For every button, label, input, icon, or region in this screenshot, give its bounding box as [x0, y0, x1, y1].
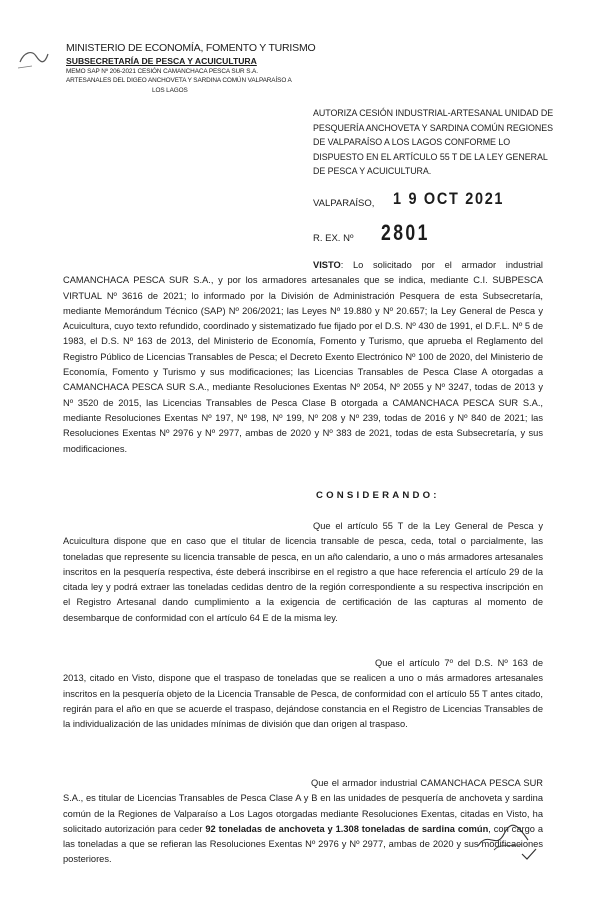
- paragraph-3-text-a: Que el armador industrial CAMANCHACA PESCA SUR S.A., es titular de Licencias Transables de Pesca Clase A y B en las unidades de pesquería de anchoveta y sardina común de la Regiones de Valparaíso a Los Lagos otorgadas mediante Resoluciones Exentas, citadas en Visto, ha solicitado autorización para ceder: [63, 778, 543, 834]
- memo-line-3: LOS LAGOS: [152, 86, 188, 94]
- visto-text: : Lo solicitado por el armador industrial CAMANCHACA PESCA SUR S.A., y por los armadores artesanales que se indica, mediante C.I. SUBPESCA VIRTUAL Nº 3616 de 2021; lo informado por la División de Administración Pesquera de esta Subsecretaría, mediante Memorándum Técnico (SAP) Nº 206/2021; las Leyes Nº 19.880 y Nº 20.657; la Ley General de Pesca y Acuicultura, cuyo texto refundido, coordinado y sistematizado fue fijado por el D.S. Nº 430 de 1991, el D.F.L. Nº 5 de 1983, el D.S. Nº 163 de 2013, del Ministerio de Economía, Fomento y Turismo, que aprueba el Reglamento del Registro Público de Licencias Transables de Pesca; el Decreto Exento Electrónico Nº 100 de 2020, del Ministerio de Economía, Fomento y Turismo y sus modificaciones; las Licencias Transables de Pesca Clase A otorgadas a CAMANCHACA PESCA SUR S.A., mediante Resoluciones Exentas Nº 2054, Nº 2055 y Nº 3247, todas de 2013 y Nº 3520 de 2015, las Licencias Transables de Pesca Clase B otorgada a CAMANCHACA PESCA SUR S.A., mediante Resoluciones Exentas Nº 197, Nº 198, Nº 199, Nº 208 y Nº 239, todas de 2016 y Nº 840 de 2021; las Resoluciones Exentas Nº 2976 y Nº 2977, ambas de 2020 y Nº 383 de 2021, todas de esta Subsecretaría, y sus modificaciones.: [63, 260, 543, 454]
- ministry-name: MINISTERIO DE ECONOMÍA, FOMENTO Y TURISMO: [66, 42, 316, 54]
- considerando-heading: CONSIDERANDO:: [316, 490, 440, 501]
- visto-label: VISTO: [313, 260, 341, 270]
- subsecretaria-name: SUBSECRETARÍA DE PESCA Y ACUICULTURA: [66, 56, 257, 66]
- place-label: VALPARAÍSO,: [313, 198, 375, 209]
- date-stamp: 1 9 OCT 2021: [393, 189, 505, 208]
- visto-paragraph: [63, 258, 543, 457]
- memo-line-1: MEMO SAP Nº 206-2021 CESIÓN CAMANCHACA PESCA SUR S.A.: [66, 68, 258, 75]
- resolution-number: 2801: [381, 220, 430, 245]
- memo-line-2: ARTESANALES DEL DIGEO ANCHOVETA Y SARDINA COMÚN VALPARAÍSO A: [66, 77, 292, 85]
- check-mark-icon: [520, 848, 538, 860]
- paragraph-3-text-c: , con cargo a las toneladas a que se refieran las Resoluciones Exentas Nº 2976 y Nº 2977, ambas de 2020 y sus modificaciones posteriores.: [63, 823, 544, 865]
- considerando-paragraph-1: Que el artículo 55 T de la Ley General de Pesca y Acuicultura dispone que en caso que el titular de licencia transable de pesca, ceda, total o parcialmente, las toneladas que represente su licencia transable de pesca, en un año calendario, a uno o más armadores artesanales inscritos en la pesquería respectiva, éste deberá inscribirse en el registro a que hace referencia el artículo 29 de la citada ley y podrá extraer las toneladas cedidas dentro de la región correspondiente a su respectiva inscripción en el Registro Artesanal dando cumplimiento a la exigencia de certificación de las capturas al momento de desembarque de conformidad con el artículo 64 E de la misma ley.: [63, 521, 543, 623]
- handwritten-mark-icon: [14, 44, 54, 74]
- paragraph-3-tonnage: 92 toneladas de anchoveta y 1.308 toneladas de sardina común: [205, 823, 489, 834]
- letterhead: [66, 42, 316, 95]
- considerando-paragraph-3: [63, 776, 543, 868]
- considerando-paragraph-2: Que el artículo 7º del D.S. Nº 163 de 2013, citado en Visto, dispone que el traspaso de toneladas que se realicen a uno o más armadores artesanales inscritos en la pesquería objeto de la Licencia Transable de Pesca, de conformidad con el artículo 55 T antes citado, regirán para el año en que se acuerde el traspaso, dejándose constancia en el Registro de Licencias Transables de la individualización de las unidades mínimas de división que dan origen al traspaso.: [63, 658, 543, 730]
- resolution-label: R. EX. Nº: [313, 233, 354, 244]
- resolution-title: AUTORIZA CESIÓN INDUSTRIAL-ARTESANAL UNIDAD DE PESQUERÍA ANCHOVETA Y SARDINA COMÚN REGIONES DE VALPARAÍSO A LOS LAGOS CONFORME LO DISPUESTO EN EL ARTÍCULO 55 T DE LA LEY GENERAL DE PESCA Y ACUICULTURA.: [313, 108, 554, 177]
